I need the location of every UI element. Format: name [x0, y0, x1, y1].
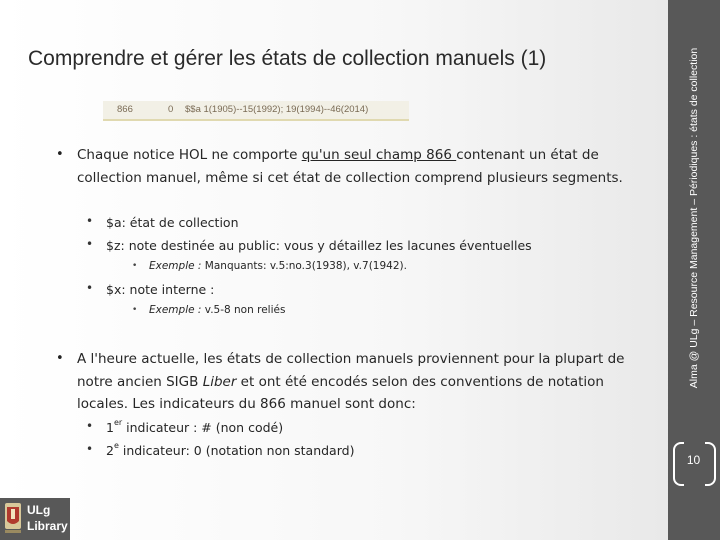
- bullet-icon: •: [56, 351, 64, 366]
- sidebar-caption-text: Alma @ ULg – Resource Management – Périodiques : états de collection: [688, 47, 700, 389]
- bullet-icon: •: [86, 214, 94, 228]
- superscript: er: [113, 418, 123, 427]
- marc-content: $$a 1(1905)--15(1992); 19(1994)--46(2014): [185, 104, 369, 115]
- crest-icon: [3, 501, 23, 535]
- example-text: v.5-8 non reliés: [201, 304, 286, 316]
- example-label: Exemple :: [149, 260, 202, 272]
- bullet-icon: •: [132, 305, 138, 315]
- bullet-icon: •: [86, 419, 94, 433]
- bullet-hol-single-field: [77, 144, 647, 189]
- indicator-number: 2: [106, 443, 114, 458]
- example-z: [149, 260, 407, 272]
- bullet-icon: •: [86, 237, 94, 251]
- marc-indicator: 0: [168, 104, 174, 115]
- bullet-icon: •: [56, 147, 64, 162]
- page-number: 10: [686, 453, 701, 467]
- slide-title: Comprendre et gérer les états de collection manuels (1): [28, 47, 547, 70]
- second-indicator: [106, 443, 354, 458]
- page-number-bracket-right: [705, 442, 716, 486]
- bullet-icon: •: [86, 281, 94, 295]
- sub-bullet-z: $z: note destinée au public: vous y détaillez les lacunes éventuelles: [106, 238, 532, 253]
- first-indicator: [106, 420, 283, 435]
- logo-line-2: Library: [27, 519, 68, 533]
- marc-tag: 866: [117, 104, 133, 115]
- italic-text: Liber: [202, 373, 237, 390]
- text-part: Chaque notice HOL ne comporte: [77, 147, 302, 163]
- logo-line-1: ULg: [27, 503, 51, 517]
- indicator-text: indicateur : # (non codé): [122, 420, 284, 435]
- indicator-text: indicateur: 0 (notation non standard): [118, 443, 355, 458]
- example-x: [149, 304, 285, 316]
- text-part: contenant un état de collection manuel, même si cet état de collection comprend plusieurs segments.: [77, 147, 623, 186]
- text-part: et ont été encodés selon des conventions de notation locales. Les indicateurs du 866 manuel sont donc:: [77, 373, 604, 412]
- bullet-icon: •: [132, 261, 138, 271]
- superscript: e: [113, 441, 119, 450]
- example-text: Manquants: v.5:no.3(1938), v.7(1942).: [201, 260, 407, 272]
- sub-bullet-x: $x: note interne :: [106, 282, 215, 297]
- underlined-text: qu'un seul champ 866: [301, 147, 457, 163]
- example-label: Exemple :: [149, 304, 202, 316]
- sub-bullet-a: $a: état de collection: [106, 215, 239, 230]
- indicator-number: 1: [106, 420, 114, 435]
- marc-field-866-screenshot: [103, 101, 409, 121]
- text-part: A l'heure actuelle, les états de collection manuels proviennent pour la plupart de notre ancien SIGB: [77, 351, 625, 390]
- ulg-library-logo: [0, 498, 70, 540]
- bullet-current-holdings: [77, 348, 647, 416]
- bullet-icon: •: [86, 442, 94, 456]
